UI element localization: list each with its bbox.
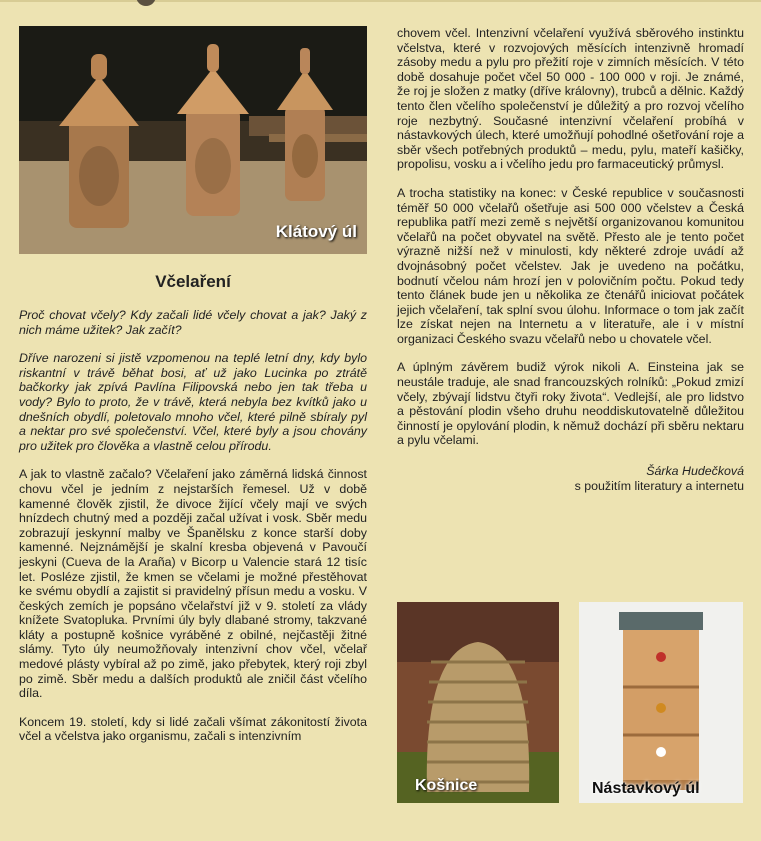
- memory-paragraph: Dříve narozeni si jistě vzpomenou na teplé letní dny, kdy bylo riskantní v trávě běhat bosi, ať už jako Lucinka po ztrátě bačkorky jak zpívá Pavlína Filipovská nebo jen tak třeba u vody? Bylo to proto, že v trávě, která nebyla bez kvítků jako u dnešních obydlí, poletovalo mnoho včel, které pilně sbíraly pyl a nektar pro své společenství. Včel, které byly a jsou chovány pro užitek pro člověka a vlastně celou přírodu.: [19, 351, 367, 453]
- left-column: [19, 26, 367, 758]
- history-paragraph: A jak to vlastně začalo? Včelaření jako záměrná lidská činnost chovu včel je jedním z nejstarších řemesel. Už v době kamenné člověk zjistil, že divoce žijící včely mají ve svých hnízdech chutný med a později začal užívat i vosk. Sběr medu zobrazují jeskynní malby ve Španělsku z konce starší doby kamenné. Nejznámější je skalní kresba objevená v Pavoučí jeskyni (Cueva de la Araña) v Bicorp u Valencie stará 12 tisíc let. Posléze zjistil, že kmen se včelami je možné přestěhovat ke svému obydlí a zajistit si pravidelný přísun medu a vosku. V českých zemích je popsáno včelařství již v 9. století za vlády knížete Svatopluka. Prvními úly byly dlabané stromy, takzvané kláty a postupně košnice vyráběné z obilné, nejčastěji žitné slámy. Tyto úly neumožňovaly intenzivní chov včel, včelař medové plásty vybíral až po zimě, jako přebytek, který roji zbyl po zimě. Sběr medu a dalších produktů ale zničil část včelího díla.: [19, 467, 367, 701]
- page-ornament: [136, 0, 156, 6]
- author-name: Šárka Hudečková: [646, 464, 744, 479]
- right-column: [397, 26, 744, 493]
- nastavkovy-ul-photo: [579, 602, 743, 803]
- nastavkovy-ul-caption: Nástavkový úl: [592, 780, 700, 797]
- modern-paragraph-start: Koncem 19. století, kdy si lidé začali všímat zákonitostí života včel a včelstva jako organismu, začali s intenzivním: [19, 714, 367, 744]
- klatovy-ul-caption: Klátový úl: [275, 222, 357, 241]
- modular-hive-illustration: [579, 602, 743, 803]
- article-title: Včelaření: [155, 272, 231, 291]
- carved-beehives-illustration: [19, 26, 367, 254]
- modern-paragraph-continued: chovem včel. Intenzivní včelaření využívá sběrového instinktu včelstva, které v rozvojových měsících intenzivně hromadí zásoby medu a pylu pro přežití roje v zimních měsících. V této době dosahuje počet včel 50 000 - 100 000 v roji. Je známé, že roj je složen z matky (dříve královny), trubců a dělnic. Každý tento člen včelího společenství je důležitý a pro rozvoj včelího roje nezbytný. Současné intenzivní včelaření probíhá v nástavkových úlech, které umožňují pohodlné ošetřování roje a sběr všech potřebných produktů – medu, pylu, mateří kašičky, propolisu, vosku a i včelího jedu pro farmaceutický průmysl.: [397, 26, 744, 172]
- conclusion-paragraph: A úplným závěrem budiž výrok nikoli A. Einsteina jak se neustále traduje, ale snad francouzských rolníků: „Pokud zmizí včely, zbývají lidstvu čtyři roky života“. Vedlejší, ale pro lidstvo a pěstování plodin všeho druhu neoddiskutovatelně důležitou činností je opylování plodin, k němuž dochází při sběru nektaru a pylu včelami.: [397, 360, 744, 448]
- statistics-paragraph: A trocha statistiky na konec: v České republice v současnosti téměř 50 000 včelařů ošetřuje asi 500 000 včelstev a Česká republika patří mezi země s největší organizovanou komunitou včelařů na počet obyvatel na světě. Přesto ale je tento počet výrazně nižší než v minulosti, kdy některé zdroje uvádí až dvojnásobný počet včelstev. Jak je uvedeno na počátku, bodnutí včelou nám hrozí jen v polovičním počtu. Pokud tedy tento článek bude jen u několika ze čtenářů iniciovat počátek jejich včelaření, tak splní svou úlohu. Informace o tom jak začít lze získat nejen na Internetu a v literatuře, ale i v místní organizaci Českého svazu včelařů nebo u chovatele včel.: [397, 185, 744, 346]
- kosnice-photo: [397, 602, 559, 803]
- author-note: s použitím literatury a internetu: [574, 479, 744, 494]
- intro-paragraph: Proč chovat včely? Kdy začali lidé včely chovat a jak? Jaký z nich máme užitek? Jak začít?: [19, 308, 367, 337]
- klatovy-ul-photo: [19, 26, 367, 254]
- kosnice-caption: Košnice: [415, 777, 478, 794]
- straw-skep-illustration: [397, 602, 559, 803]
- top-rule: [0, 0, 761, 2]
